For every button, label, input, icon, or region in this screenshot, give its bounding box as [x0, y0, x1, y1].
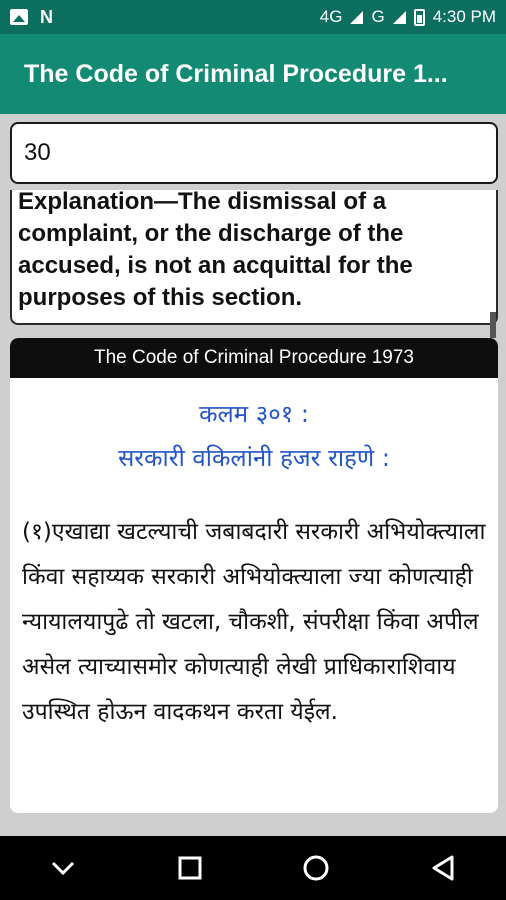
- section-number: कलम ३०१ :: [199, 400, 309, 428]
- battery-icon: [414, 9, 425, 26]
- recent-apps-icon[interactable]: [160, 843, 220, 893]
- app-title: The Code of Criminal Procedure 1...: [24, 59, 448, 88]
- section-heading: सरकारी वकिलांनी हजर राहणे :: [118, 444, 390, 472]
- chevron-down-icon[interactable]: [33, 843, 93, 893]
- navigation-bar: [0, 836, 506, 900]
- home-icon[interactable]: [286, 843, 346, 893]
- signal-icon-2: [393, 11, 406, 24]
- search-input-value: 30: [24, 139, 51, 166]
- previous-section-card[interactable]: [10, 190, 498, 325]
- section-search-input[interactable]: [10, 122, 498, 184]
- scrollbar[interactable]: [490, 312, 496, 338]
- card-header: The Code of Criminal Procedure 1973: [10, 338, 498, 378]
- section-title: [10, 392, 498, 480]
- signal-icon: [350, 11, 363, 24]
- app-bar: [0, 34, 506, 114]
- network-g-label: G: [371, 7, 385, 26]
- back-icon[interactable]: [413, 843, 473, 893]
- clock: 4:30 PM: [432, 7, 496, 26]
- previous-section-text: Explanation—The dismissal of a complaint, or the discharge of the accused, is not an acquittal for the purposes of this section.: [18, 190, 413, 311]
- status-bar: [0, 0, 506, 34]
- n-notification-icon: N: [40, 6, 53, 27]
- network-4g-label: 4G: [319, 7, 343, 26]
- section-body: (१)एखाद्या खटल्याची जबाबदारी सरकारी अभियोक्त्याला किंवा सहाय्यक सरकारी अभियोक्त्याला ज्या कोणत्याही न्यायालयापुढे तो खटला, चौकशी, संपरीक्षा किंवा अपील असेल त्याच्यासमोर कोणत्याही लेखी प्राधिकाराशिवाय उपस्थित होऊन वादकथन करता येईल.: [22, 519, 486, 725]
- gallery-notification-icon: [10, 9, 28, 25]
- section-card[interactable]: [10, 338, 498, 813]
